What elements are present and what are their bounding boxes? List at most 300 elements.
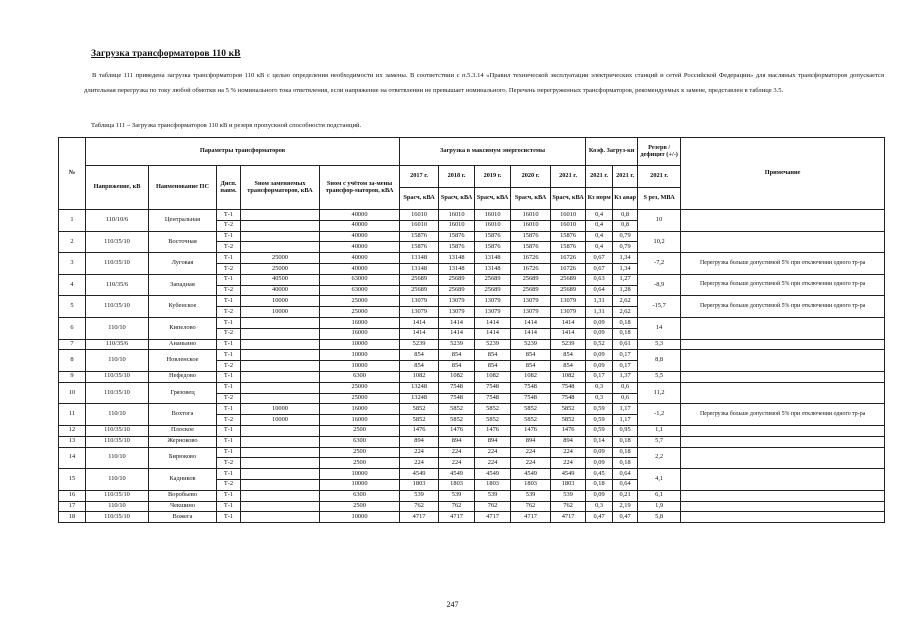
station-name: Кипелово xyxy=(149,317,217,339)
load-value: 1414 xyxy=(551,317,586,328)
table-row xyxy=(59,404,885,415)
transformer-disp: Т-2 xyxy=(217,393,241,404)
kz-norm-value: 0,63 xyxy=(586,274,613,285)
load-value: 25689 xyxy=(400,285,439,296)
snom-value: 16000 xyxy=(320,317,400,328)
load-value: 13148 xyxy=(475,263,511,274)
snom-replaced-value xyxy=(241,350,320,361)
load-value: 15876 xyxy=(400,242,439,253)
transformer-disp: Т-2 xyxy=(217,307,241,318)
station-voltage: 110/35/10 xyxy=(86,382,149,404)
station-name: Жерноково xyxy=(149,436,217,447)
note-text: Перегрузка больше допустимой 5% при отключении одного тр-ра xyxy=(681,404,885,426)
station-name: Центральная xyxy=(149,210,217,232)
kz-norm-value: 0,09 xyxy=(586,317,613,328)
load-value: 854 xyxy=(475,361,511,372)
snom-replaced-value xyxy=(241,469,320,480)
station-voltage: 110/10 xyxy=(86,447,149,469)
snom-replaced-value: 10000 xyxy=(241,404,320,415)
kz-norm-value: 0,3 xyxy=(586,393,613,404)
load-value: 25689 xyxy=(551,274,586,285)
reserve-value: 5,3 xyxy=(638,339,681,350)
load-value: 894 xyxy=(439,436,475,447)
snom-replaced-value xyxy=(241,490,320,501)
snom-replaced-value xyxy=(241,382,320,393)
load-value: 4549 xyxy=(551,469,586,480)
note-text xyxy=(681,317,885,339)
kz-avar-value: 0,61 xyxy=(613,339,638,350)
kz-norm-value: 1,31 xyxy=(586,307,613,318)
load-value: 1082 xyxy=(439,371,475,382)
load-value: 5852 xyxy=(475,415,511,426)
kz-norm-value: 0,52 xyxy=(586,339,613,350)
reserve-value: -7,2 xyxy=(638,253,681,275)
load-value: 224 xyxy=(400,447,439,458)
load-value: 16726 xyxy=(511,253,551,264)
load-value: 5852 xyxy=(475,404,511,415)
station-number: 6 xyxy=(59,317,86,339)
load-value: 1082 xyxy=(475,371,511,382)
col-srasch-2017: Sрасч, кВА xyxy=(400,188,439,210)
transformer-disp: Т-1 xyxy=(217,339,241,350)
col-srasch-2019: Sрасч, кВА xyxy=(475,188,511,210)
kz-avar-value: 2,19 xyxy=(613,501,638,512)
load-value: 1414 xyxy=(551,328,586,339)
station-number: 2 xyxy=(59,231,86,253)
load-value: 5239 xyxy=(511,339,551,350)
snom-value: 10000 xyxy=(320,339,400,350)
load-value: 854 xyxy=(511,350,551,361)
kz-avar-value: 0,6 xyxy=(613,382,638,393)
load-value: 13079 xyxy=(511,307,551,318)
load-value: 224 xyxy=(551,447,586,458)
load-value: 4717 xyxy=(511,512,551,523)
load-value: 1476 xyxy=(551,425,586,436)
reserve-value: 14 xyxy=(638,317,681,339)
reserve-value: 5,5 xyxy=(638,371,681,382)
station-number: 13 xyxy=(59,436,86,447)
col-no: № xyxy=(59,138,86,210)
load-value: 13248 xyxy=(400,393,439,404)
kz-avar-value: 0,18 xyxy=(613,458,638,469)
transformer-disp: Т-1 xyxy=(217,425,241,436)
station-voltage: 110/35/10 xyxy=(86,425,149,436)
snom-replaced-value: 40000 xyxy=(241,285,320,296)
kz-avar-value: 1,17 xyxy=(613,415,638,426)
load-value: 13148 xyxy=(439,263,475,274)
intro-paragraph xyxy=(84,68,884,98)
kz-norm-value: 0,67 xyxy=(586,253,613,264)
note-text xyxy=(681,425,885,436)
load-value: 13148 xyxy=(400,263,439,274)
load-value: 1414 xyxy=(439,328,475,339)
table-row xyxy=(59,490,885,501)
kz-norm-value: 0,14 xyxy=(586,436,613,447)
kz-avar-value: 0,79 xyxy=(613,231,638,242)
note-text: Перегрузка больше допустимой 5% при отключении одного тр-ра xyxy=(681,253,885,275)
station-voltage: 110/10 xyxy=(86,350,149,372)
table-row xyxy=(59,371,885,382)
load-value: 224 xyxy=(551,458,586,469)
snom-replaced-value: 10000 xyxy=(241,415,320,426)
transformer-disp: Т-1 xyxy=(217,469,241,480)
load-value: 13148 xyxy=(400,253,439,264)
load-value: 854 xyxy=(551,361,586,372)
load-value: 15876 xyxy=(551,231,586,242)
reserve-value: 5,7 xyxy=(638,436,681,447)
kz-norm-value: 0,09 xyxy=(586,447,613,458)
col-disp: Дисп. наим. xyxy=(217,166,241,210)
kz-norm-value: 0,3 xyxy=(586,382,613,393)
snom-replaced-value xyxy=(241,339,320,350)
note-text xyxy=(681,490,885,501)
snom-value: 6300 xyxy=(320,371,400,382)
reserve-value: 2,2 xyxy=(638,447,681,469)
note-text: Перегрузка больше допустимой 5% при отключении одного тр-ра xyxy=(681,296,885,318)
col-2021: 2021 г. xyxy=(551,166,586,188)
kz-norm-value: 0,17 xyxy=(586,371,613,382)
station-name: Воробьево xyxy=(149,490,217,501)
station-number: 9 xyxy=(59,371,86,382)
load-value: 1414 xyxy=(511,317,551,328)
intro-text: В таблице 111 приведена загрузка трансформаторов 110 кВ с целью определения необходимости их замены. В соответствии с п.5.3.14 «Правил технической эксплуатации электрических станций и сетей Российской Федерации» для масляных трансформаторов допускается длительная перегрузка по току любой обмотки на 5 % номинального тока ответвления, если напряжение на ответвлении не превышает номинального. Перечень перегруженных трансформаторов, рекомендуемых к замене, представлен в таблице 3.5. xyxy=(84,72,884,94)
load-value: 16010 xyxy=(511,210,551,221)
snom-value: 63000 xyxy=(320,285,400,296)
load-value: 25689 xyxy=(439,285,475,296)
note-text xyxy=(681,501,885,512)
reserve-value: 4,1 xyxy=(638,469,681,491)
reserve-value: 10,2 xyxy=(638,231,681,253)
kz-norm-value: 0,59 xyxy=(586,415,613,426)
kz-avar-value: 1,17 xyxy=(613,404,638,415)
station-voltage: 110/35/10 xyxy=(86,253,149,275)
load-value: 16010 xyxy=(551,210,586,221)
load-value: 1414 xyxy=(475,328,511,339)
snom-replaced-value: 40500 xyxy=(241,274,320,285)
note-text xyxy=(681,339,885,350)
load-value: 854 xyxy=(400,361,439,372)
col-2017: 2017 г. xyxy=(400,166,439,188)
table-body xyxy=(59,210,885,523)
load-value: 1476 xyxy=(475,425,511,436)
load-value: 4717 xyxy=(439,512,475,523)
kz-avar-value: 0,18 xyxy=(613,328,638,339)
station-voltage: 110/10 xyxy=(86,501,149,512)
load-value: 5852 xyxy=(511,415,551,426)
table-row xyxy=(59,339,885,350)
load-value: 16010 xyxy=(475,210,511,221)
table-row xyxy=(59,253,885,264)
kz-norm-value: 0,4 xyxy=(586,210,613,221)
kz-avar-value: 0,64 xyxy=(613,469,638,480)
kz-avar-value: 0,18 xyxy=(613,317,638,328)
snom-value: 2500 xyxy=(320,447,400,458)
load-value: 1476 xyxy=(439,425,475,436)
station-name: Западная xyxy=(149,274,217,296)
kz-norm-value: 0,4 xyxy=(586,220,613,231)
load-value: 854 xyxy=(439,350,475,361)
station-voltage: 110/35/10 xyxy=(86,490,149,501)
load-value: 894 xyxy=(551,436,586,447)
kz-norm-value: 0,09 xyxy=(586,361,613,372)
kz-avar-value: 0,95 xyxy=(613,425,638,436)
load-value: 13079 xyxy=(551,296,586,307)
load-value: 15876 xyxy=(511,242,551,253)
load-value: 1803 xyxy=(475,479,511,490)
station-name: Бирюково xyxy=(149,447,217,469)
transformer-disp: Т-1 xyxy=(217,490,241,501)
load-value: 4549 xyxy=(475,469,511,480)
load-value: 16726 xyxy=(551,253,586,264)
load-value: 224 xyxy=(511,447,551,458)
load-value: 1414 xyxy=(400,328,439,339)
station-name: Нефедово xyxy=(149,371,217,382)
load-value: 16010 xyxy=(511,220,551,231)
load-value: 1414 xyxy=(475,317,511,328)
col-coef-2021a: 2021 г. xyxy=(586,166,613,188)
kz-norm-value: 0,09 xyxy=(586,490,613,501)
snom-replaced-value xyxy=(241,512,320,523)
station-voltage: 110/35/10 xyxy=(86,512,149,523)
load-value: 7548 xyxy=(439,382,475,393)
transformer-disp: Т-2 xyxy=(217,263,241,274)
load-value: 762 xyxy=(475,501,511,512)
load-value: 7548 xyxy=(551,382,586,393)
station-name: Чекшино xyxy=(149,501,217,512)
load-value: 224 xyxy=(511,458,551,469)
snom-value: 6300 xyxy=(320,436,400,447)
kz-avar-value: 0,18 xyxy=(613,436,638,447)
col-2018: 2018 г. xyxy=(439,166,475,188)
load-value: 1803 xyxy=(511,479,551,490)
snom-replaced-value: 25000 xyxy=(241,253,320,264)
load-value: 15876 xyxy=(475,231,511,242)
snom-value: 6300 xyxy=(320,490,400,501)
load-value: 1082 xyxy=(400,371,439,382)
load-value: 224 xyxy=(439,447,475,458)
station-number: 12 xyxy=(59,425,86,436)
load-value: 1082 xyxy=(551,371,586,382)
snom-replaced-value xyxy=(241,317,320,328)
reserve-value: -15,7 xyxy=(638,296,681,318)
load-value: 854 xyxy=(551,350,586,361)
load-value: 25689 xyxy=(400,274,439,285)
kz-norm-value: 0,4 xyxy=(586,231,613,242)
load-value: 4717 xyxy=(551,512,586,523)
transformer-disp: Т-1 xyxy=(217,512,241,523)
load-value: 16726 xyxy=(551,263,586,274)
load-value: 13079 xyxy=(511,296,551,307)
load-value: 13079 xyxy=(439,296,475,307)
load-value: 16010 xyxy=(475,220,511,231)
load-value: 15876 xyxy=(439,242,475,253)
transformer-disp: Т-1 xyxy=(217,382,241,393)
station-voltage: 110/10 xyxy=(86,469,149,491)
kz-avar-value: 0,64 xyxy=(613,479,638,490)
col-group-reserve: Резерв /дефицит (+/-) xyxy=(638,138,681,166)
kz-avar-value: 1,34 xyxy=(613,253,638,264)
kz-avar-value: 0,18 xyxy=(613,447,638,458)
transformer-disp: Т-2 xyxy=(217,220,241,231)
snom-replaced-value: 10000 xyxy=(241,307,320,318)
station-number: 7 xyxy=(59,339,86,350)
station-name: Кубенское xyxy=(149,296,217,318)
col-voltage: Напряжение, кВ xyxy=(86,166,149,210)
kz-avar-value: 0,21 xyxy=(613,490,638,501)
load-value: 1803 xyxy=(439,479,475,490)
station-number: 1 xyxy=(59,210,86,232)
snom-replaced-value xyxy=(241,501,320,512)
load-value: 1476 xyxy=(400,425,439,436)
station-name: Восточная xyxy=(149,231,217,253)
load-value: 13248 xyxy=(400,382,439,393)
load-value: 1414 xyxy=(511,328,551,339)
col-group-coef: Коэф. Загруз-ки xyxy=(586,138,638,166)
snom-replaced-value xyxy=(241,220,320,231)
station-voltage: 110/35/10 xyxy=(86,371,149,382)
snom-value: 10000 xyxy=(320,479,400,490)
load-value: 894 xyxy=(475,436,511,447)
col-group-load: Загрузка в максимум энергосистемы xyxy=(400,138,586,166)
load-value: 1414 xyxy=(400,317,439,328)
note-text xyxy=(681,231,885,253)
load-value: 854 xyxy=(400,350,439,361)
snom-replaced-value xyxy=(241,231,320,242)
table-row xyxy=(59,501,885,512)
load-value: 5852 xyxy=(551,404,586,415)
load-value: 4549 xyxy=(511,469,551,480)
kz-norm-value: 0,09 xyxy=(586,328,613,339)
col-kz-avar: Кз авар xyxy=(613,188,638,210)
kz-avar-value: 2,62 xyxy=(613,296,638,307)
col-reserve-2021: 2021 г. xyxy=(638,166,681,188)
snom-replaced-value xyxy=(241,210,320,221)
note-text xyxy=(681,371,885,382)
load-value: 224 xyxy=(475,458,511,469)
load-value: 1476 xyxy=(511,425,551,436)
reserve-value: -8,9 xyxy=(638,274,681,296)
col-2020: 2020 г. xyxy=(511,166,551,188)
transformer-disp: Т-1 xyxy=(217,296,241,307)
snom-value: 25000 xyxy=(320,393,400,404)
kz-norm-value: 0,64 xyxy=(586,285,613,296)
snom-value: 2500 xyxy=(320,501,400,512)
transformer-disp: Т-1 xyxy=(217,274,241,285)
col-srasch-2018: Sрасч, кВА xyxy=(439,188,475,210)
station-voltage: 110/35/6 xyxy=(86,339,149,350)
station-name: Вохтога xyxy=(149,404,217,426)
station-name: Плоское xyxy=(149,425,217,436)
kz-avar-value: 0,79 xyxy=(613,242,638,253)
station-voltage: 110/10/6 xyxy=(86,210,149,232)
transformer-disp: Т-1 xyxy=(217,501,241,512)
snom-replaced-value xyxy=(241,447,320,458)
table-row xyxy=(59,447,885,458)
station-number: 17 xyxy=(59,501,86,512)
load-value: 7548 xyxy=(511,393,551,404)
load-value: 25689 xyxy=(511,274,551,285)
transformer-disp: Т-1 xyxy=(217,447,241,458)
snom-replaced-value xyxy=(241,328,320,339)
transformer-disp: Т-2 xyxy=(217,242,241,253)
col-snom-with: Sном с учётом за-мены трансфор-маторов, кВА xyxy=(320,166,400,210)
station-voltage: 110/10 xyxy=(86,317,149,339)
kz-avar-value: 0,8 xyxy=(613,210,638,221)
col-kz-norm: Кз норм xyxy=(586,188,613,210)
table-row xyxy=(59,350,885,361)
reserve-value: 1,1 xyxy=(638,425,681,436)
kz-avar-value: 2,62 xyxy=(613,307,638,318)
load-value: 7548 xyxy=(475,393,511,404)
load-value: 5852 xyxy=(511,404,551,415)
load-value: 16726 xyxy=(511,263,551,274)
snom-value: 40000 xyxy=(320,210,400,221)
load-value: 854 xyxy=(511,361,551,372)
snom-value: 16000 xyxy=(320,415,400,426)
note-text xyxy=(681,447,885,469)
kz-norm-value: 0,09 xyxy=(586,350,613,361)
load-value: 762 xyxy=(551,501,586,512)
reserve-value: 6,1 xyxy=(638,490,681,501)
snom-replaced-value: 10000 xyxy=(241,296,320,307)
load-value: 13079 xyxy=(400,296,439,307)
snom-replaced-value: 25000 xyxy=(241,263,320,274)
station-name: Луговая xyxy=(149,253,217,275)
load-value: 15876 xyxy=(439,231,475,242)
load-value: 4549 xyxy=(400,469,439,480)
snom-replaced-value xyxy=(241,436,320,447)
load-value: 1082 xyxy=(511,371,551,382)
load-value: 5852 xyxy=(400,404,439,415)
snom-replaced-value xyxy=(241,458,320,469)
load-value: 539 xyxy=(551,490,586,501)
station-name: Вожега xyxy=(149,512,217,523)
page-number: 247 xyxy=(446,600,459,609)
load-value: 5239 xyxy=(551,339,586,350)
transformer-disp: Т-1 xyxy=(217,371,241,382)
load-value: 15876 xyxy=(511,231,551,242)
station-number: 11 xyxy=(59,404,86,426)
load-value: 25689 xyxy=(511,285,551,296)
load-value: 13079 xyxy=(551,307,586,318)
snom-replaced-value xyxy=(241,425,320,436)
kz-avar-value: 0,47 xyxy=(613,512,638,523)
load-value: 1803 xyxy=(400,479,439,490)
load-value: 539 xyxy=(475,490,511,501)
snom-replaced-value xyxy=(241,242,320,253)
station-name: Ананьино xyxy=(149,339,217,350)
kz-norm-value: 0,59 xyxy=(586,425,613,436)
kz-avar-value: 1,27 xyxy=(613,274,638,285)
load-value: 539 xyxy=(511,490,551,501)
load-value: 25689 xyxy=(551,285,586,296)
col-srasch-2021: Sрасч, кВА xyxy=(551,188,586,210)
kz-norm-value: 1,31 xyxy=(586,296,613,307)
kz-norm-value: 0,09 xyxy=(586,458,613,469)
transformer-disp: Т-2 xyxy=(217,479,241,490)
snom-value: 40000 xyxy=(320,231,400,242)
transformer-disp: Т-1 xyxy=(217,436,241,447)
transformer-load-table xyxy=(58,137,885,523)
load-value: 7548 xyxy=(439,393,475,404)
load-value: 25689 xyxy=(475,285,511,296)
load-value: 5239 xyxy=(400,339,439,350)
col-group-params: Параметры трансформаторов xyxy=(86,138,400,166)
section-title: Загрузка трансформаторов 110 кВ xyxy=(91,49,241,59)
load-value: 5239 xyxy=(439,339,475,350)
snom-value: 16000 xyxy=(320,404,400,415)
table-caption: Таблица 111 – Загрузка трансформаторов 110 кВ и резерв пропускной способности подстанций. xyxy=(91,122,362,129)
